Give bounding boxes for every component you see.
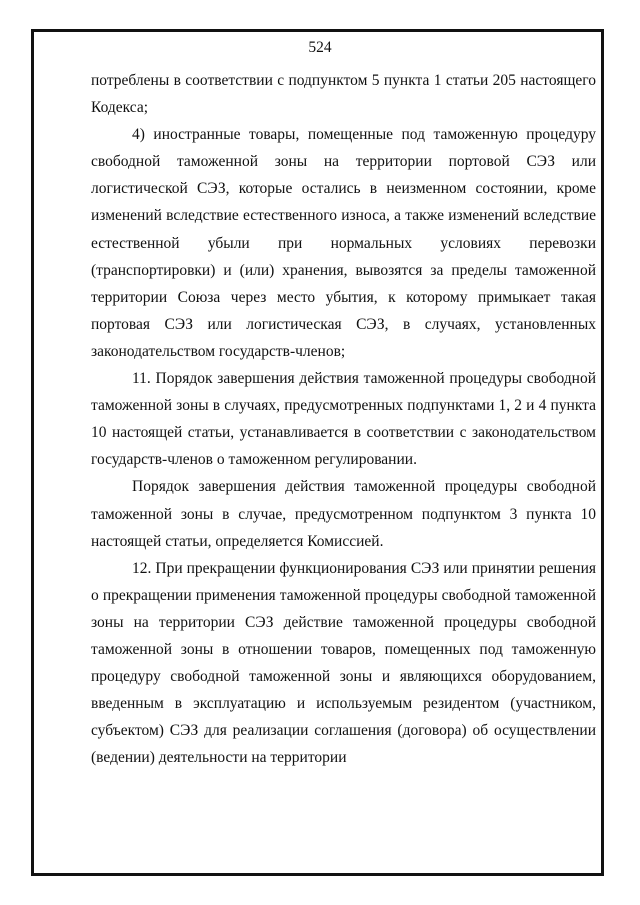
document-body	[91, 67, 596, 771]
page-number: 524	[308, 39, 332, 56]
paragraph-commission: Порядок завершения действия таможенной процедуры свободной таможенной зоны в случае, предусмотренном подпунктом 3 пункта 10 настоящей статьи, определяется Комиссией.	[91, 478, 596, 550]
paragraph-item-4: 4) иностранные товары, помещенные под таможенную процедуру свободной таможенной зоны на территории портовой СЭЗ или логистической СЭЗ, которые остались в неизменном состоянии, кроме изменений вследствие естественного износа, а также изменений вследствие естественной убыли при нормальных условиях перевозки (транспортировки) и (или) хранения, вывозятся за пределы таможенной территории Союза через место убытия, к которому примыкает такая портовая СЭЗ или логистическая СЭЗ, в случаях, установленных законодательством государств-членов;	[91, 126, 596, 360]
paragraph-continuation: потреблены в соответствии с подпунктом 5 пункта 1 статьи 205 настоящего Кодекса;	[91, 72, 596, 117]
paragraph-item-12: 12. При прекращении функционирования СЭЗ или принятии решения о прекращении применения таможенной процедуры свободной таможенной зоны на территории СЭЗ действие таможенной процедуры свободной таможенной зоны в отношении товаров, помещенных под таможенную процедуру свободной таможенной зоны и являющихся оборудованием, введенным в эксплуатацию и используемым резидентом (участником, субъектом) СЭЗ для реализации соглашения (договора) об осуществлении (ведении) деятельности на территории	[91, 559, 596, 767]
paragraph-item-11: 11. Порядок завершения действия таможенной процедуры свободной таможенной зоны в случаях, предусмотренных подпунктами 1, 2 и 4 пункта 10 настоящей статьи, устанавливается в соответствии с законодательством государств-членов о таможенном регулировании.	[91, 370, 596, 469]
